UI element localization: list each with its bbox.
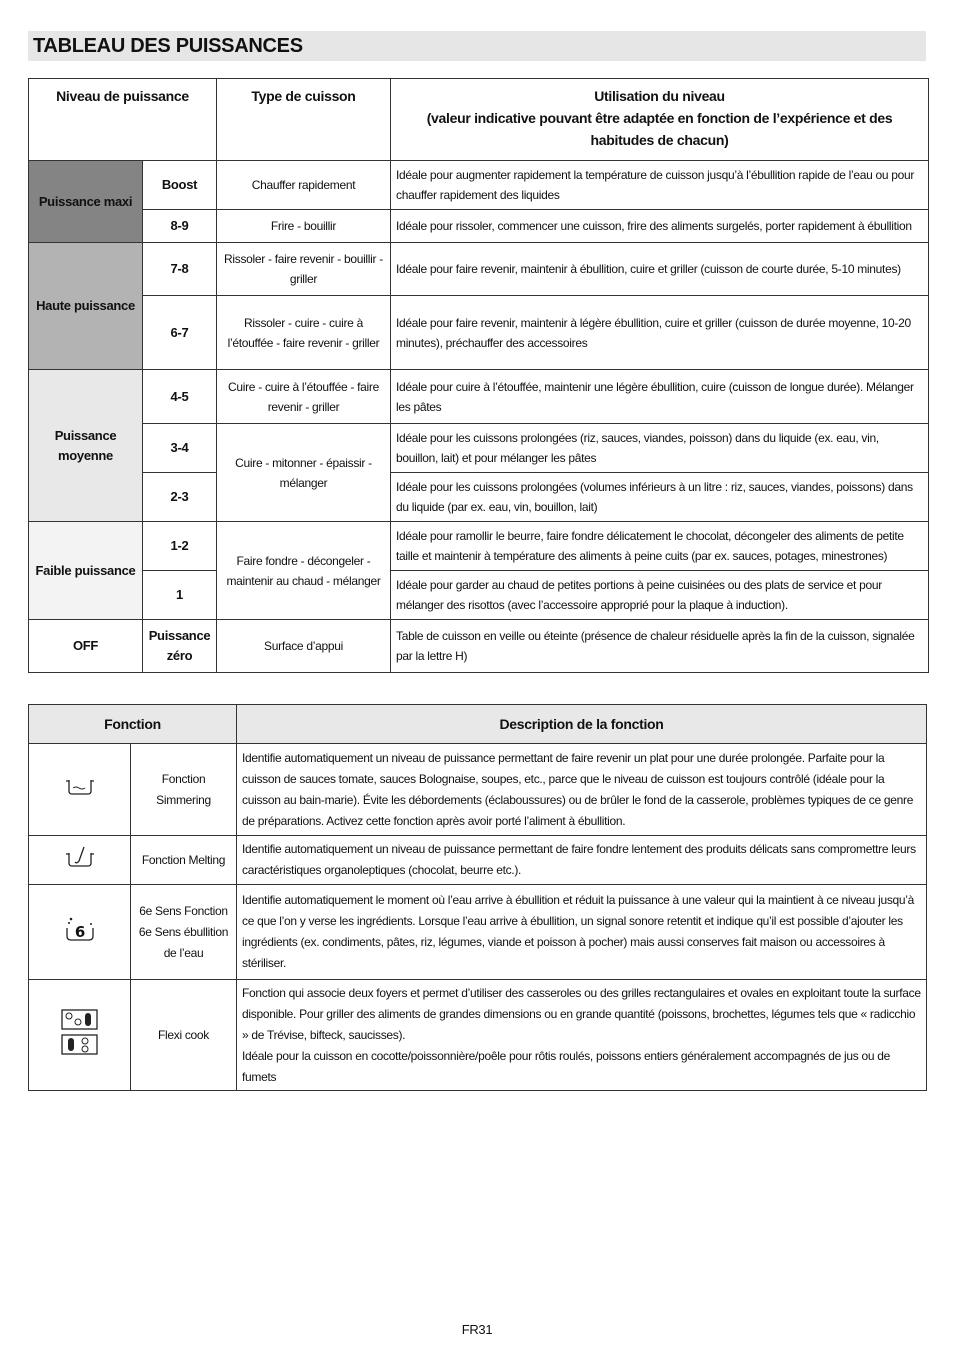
function-description: Identifie automatiquement le moment où l’eau arrive à ébullition et réduit la puissance à une valeur qui la maintient à ce niveau jusqu’à ce que l’on y verse les ingrédients. Lorsque l’eau arrive à ébullition, un signal sonore retentit et indique qu’il est possible d’ajouter les ingrédients (ex. condiments, pâtes, riz, légumes, viande et poisson à pocher) mais aussi conserves fait maison ou accessoires à stériliser.	[237, 885, 927, 980]
type-cell: Frire - bouillir	[217, 210, 391, 243]
table-row	[29, 424, 929, 473]
svg-text:6: 6	[74, 922, 85, 941]
usage-cell: Table de cuisson en veille ou éteinte (présence de chaleur résiduelle après la fin de la cuisson, signalée par la lettre H)	[391, 620, 929, 673]
level-cell: 8-9	[143, 210, 217, 243]
group-puissance-maxi: Puissance maxi	[29, 161, 143, 243]
header-level: Niveau de puissance	[29, 79, 217, 161]
function-table	[28, 704, 927, 1091]
table-row	[29, 243, 929, 296]
level-cell: 1-2	[143, 522, 217, 571]
type-cell: Rissoler - cuire - cuire à l’étouffée - faire revenir - griller	[217, 296, 391, 370]
type-cell: Chauffer rapidement	[217, 161, 391, 210]
usage-cell: Idéale pour rissoler, commencer une cuisson, frire des aliments surgelés, porter rapidement à ébullition	[391, 210, 929, 243]
page-title: TABLEAU DES PUISSANCES	[33, 35, 303, 57]
simmering-pot-icon	[29, 744, 131, 836]
table-row	[29, 210, 929, 243]
table-row	[29, 296, 929, 370]
usage-cell: Idéale pour cuire à l’étouffée, maintenir une légère ébullition, cuire (cuisson de longue durée). Mélanger les pâtes	[391, 370, 929, 424]
usage-cell: Idéale pour faire revenir, maintenir à légère ébullition, cuire et griller (cuisson de durée moyenne, 10-20 minutes), préchauffer des accessoires	[391, 296, 929, 370]
table-row	[29, 522, 929, 571]
level-cell: 2-3	[143, 473, 217, 522]
table-row	[29, 836, 927, 885]
type-cell: Cuire - cuire à l’étouffée - faire revenir - griller	[217, 370, 391, 424]
table-row	[29, 980, 927, 1091]
level-cell: 3-4	[143, 424, 217, 473]
group-puissance-moyenne: Puissance moyenne	[29, 370, 143, 522]
level-cell: 1	[143, 571, 217, 620]
title-bar	[28, 31, 926, 61]
usage-cell: Idéale pour faire revenir, maintenir à ébullition, cuire et griller (cuisson de courte durée, 5-10 minutes)	[391, 243, 929, 296]
type-cell: Faire fondre - décongeler - maintenir au chaud - mélanger	[217, 522, 391, 620]
table-header-row	[29, 705, 927, 744]
function-name: Fonction Simmering	[131, 744, 237, 836]
header-usage	[391, 79, 929, 161]
header-description: Description de la fonction	[237, 705, 927, 744]
table-row	[29, 620, 929, 673]
group-off: OFF	[29, 620, 143, 673]
header-type: Type de cuisson	[217, 79, 391, 161]
table-row	[29, 571, 929, 620]
type-cell: Surface d’appui	[217, 620, 391, 673]
function-description	[237, 980, 927, 1091]
usage-cell: Idéale pour ramollir le beurre, faire fondre délicatement le chocolat, décongeler des aliments de petite taille et maintenir à température des aliments à peine cuits (par ex. sauces, potages, minestrones)	[391, 522, 929, 571]
header-function: Fonction	[29, 705, 237, 744]
header-usage-note: (valeur indicative pouvant être adaptée en fonction de l’expérience et des habitudes de chacun)	[426, 110, 893, 148]
table-header-row	[29, 79, 929, 161]
table-row	[29, 473, 929, 522]
level-cell: Puissance zéro	[143, 620, 217, 673]
usage-cell: Idéale pour les cuissons prolongées (riz, sauces, viandes, poisson) dans du liquide (ex. eau, vin, bouillon, lait) et pour mélanger les pâtes	[391, 424, 929, 473]
melting-pot-icon	[29, 836, 131, 885]
usage-cell: Idéale pour garder au chaud de petites portions à peine cuisinées ou des plats de service et pour mélanger des risottos (avec l’accessoire approprié pour la plaque à induction).	[391, 571, 929, 620]
power-level-table	[28, 78, 929, 673]
function-description-part: Idéale pour la cuisson en cocotte/poissonnière/poêle pour rôtis roulés, poissons entiers généralement accompagnés de jus ou de fumets	[242, 1048, 890, 1084]
level-cell: 6-7	[143, 296, 217, 370]
level-cell: Boost	[143, 161, 217, 210]
header-usage-title: Utilisation du niveau	[594, 88, 725, 104]
table-row	[29, 744, 927, 836]
table-row	[29, 370, 929, 424]
group-faible-puissance: Faible puissance	[29, 522, 143, 620]
table-row	[29, 161, 929, 210]
level-cell: 7-8	[143, 243, 217, 296]
type-cell: Cuire - mitonner - épaissir - mélanger	[217, 424, 391, 522]
flexi-cook-icon	[29, 980, 131, 1091]
type-cell: Rissoler - faire revenir - bouillir - griller	[217, 243, 391, 296]
function-description: Identifie automatiquement un niveau de puissance permettant de faire fondre lentement des produits délicats sans compromettre leurs caractéristiques organoleptiques (chocolat, beurre etc.).	[237, 836, 927, 885]
table-row	[29, 885, 927, 980]
page-number: FR31	[461, 1322, 493, 1337]
sixth-sense-boil-icon	[29, 885, 131, 980]
usage-cell: Idéale pour les cuissons prolongées (volumes inférieurs à un litre : riz, sauces, viandes, poissons) dans du liquide (par ex. eau, vin, bouillon, lait)	[391, 473, 929, 522]
function-name: Flexi cook	[131, 980, 237, 1091]
function-description-part: Fonction qui associe deux foyers et permet d’utiliser des casseroles ou des grilles rectangulaires et ovales en exploitant toute la surface disponible. Pour griller des aliments de grandes dimensions ou en grande quantité (poissons, brochettes, légumes tels que « radicchio » de Trévise, bifteck, saucisses).	[242, 985, 921, 1042]
function-name: Fonction Melting	[131, 836, 237, 885]
function-description: Identifie automatiquement un niveau de puissance permettant de faire revenir un plat pour une durée prolongée. Parfaite pour la cuisson de sauces tomate, sauces Bolognaise, soupes, etc., parce que le niveau de cuisson est toujours contrôlé (idéale pour la cuisson au bain-marie). Évite les débordements (éclaboussures) ou de brûler le fond de la casserole, problèmes typiques de ce genre de préparations. Activez cette fonction après avoir porté l’aliment à ébullition.	[237, 744, 927, 836]
function-name: 6e Sens Fonction 6e Sens ébullition de l’eau	[131, 885, 237, 980]
group-haute-puissance: Haute puissance	[29, 243, 143, 370]
usage-cell: Idéale pour augmenter rapidement la température de cuisson jusqu’à l’ébullition rapide de l’eau ou pour chauffer rapidement des liquides	[391, 161, 929, 210]
level-cell: 4-5	[143, 370, 217, 424]
